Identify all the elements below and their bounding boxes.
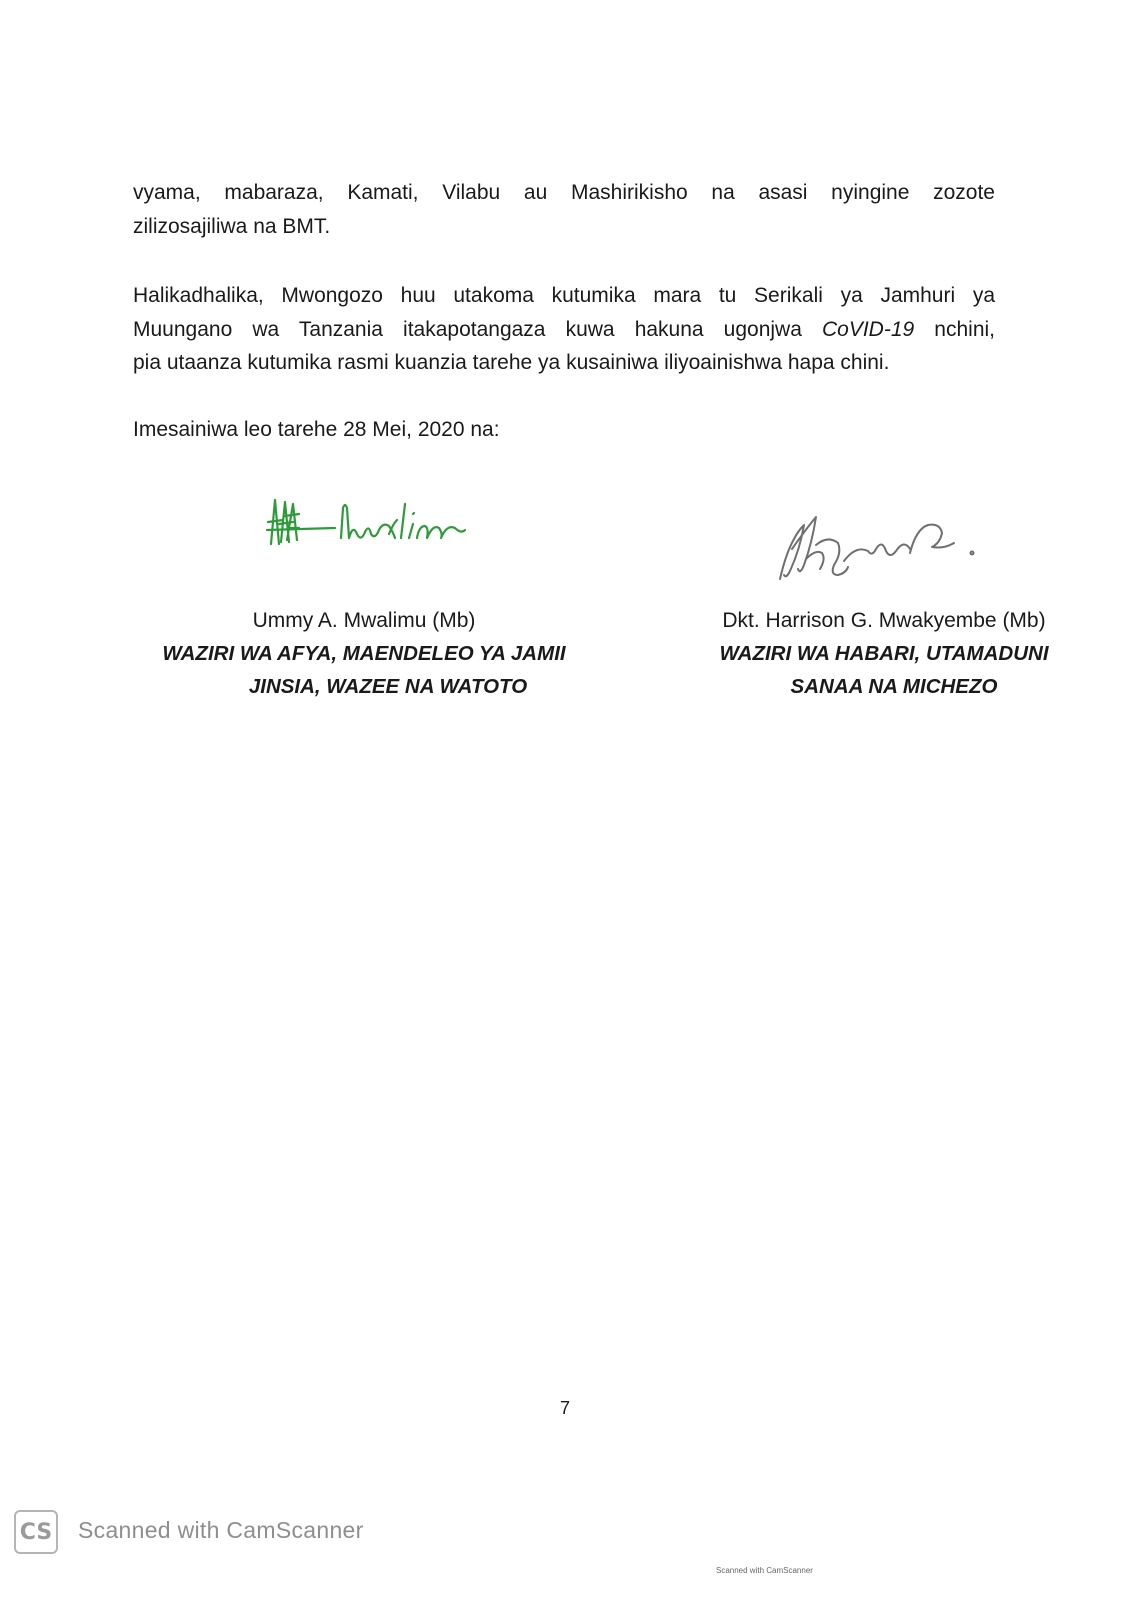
camscanner-logo-icon: CS xyxy=(14,1510,58,1554)
signature-right xyxy=(776,509,991,587)
scanner-watermark: Scanned with CamScanner xyxy=(78,1517,364,1543)
paragraph-1-line-1: vyama, mabaraza, Kamati, Vilabu au Mashirikisho na asasi nyingine zozote xyxy=(133,181,995,204)
signatory-right xyxy=(664,604,1104,703)
paragraph-1-line-2: zilizosajiliwa na BMT. xyxy=(133,214,331,238)
scanner-watermark-small: Scanned with CamScanner xyxy=(716,1566,813,1575)
paragraph-2-line-2 xyxy=(133,313,995,347)
covid-term: CoVID-19 xyxy=(822,317,915,341)
paragraph-2 xyxy=(133,279,995,380)
page-number: 7 xyxy=(559,1398,570,1418)
signatory-left-title-line-1: WAZIRI WA AFYA, MAENDELEO YA JAMII xyxy=(162,642,566,665)
signatory-right-title-line-2: SANAA NA MICHEZO xyxy=(790,675,998,698)
paragraph-2-line-1: Halikadhalika, Mwongozo huu utakoma kutumika mara tu Serikali ya Jamhuri ya xyxy=(133,284,995,307)
paragraph-1 xyxy=(133,176,995,243)
signature-left xyxy=(265,494,505,554)
signatory-left-title-line-2: JINSIA, WAZEE NA WATOTO xyxy=(248,675,528,698)
signatory-right-name: Dkt. Harrison G. Mwakyembe (Mb) xyxy=(722,609,1046,632)
paragraph-3-line: Imesainiwa leo tarehe 28 Mei, 2020 na: xyxy=(133,418,500,441)
paragraph-2-text-end: nchini, xyxy=(914,317,995,341)
signing-date-statement xyxy=(133,413,995,447)
signatory-left xyxy=(138,604,590,703)
paragraph-2-line-3: pia utaanza kutumika rasmi kuanzia tarehe ya kusainiwa iliyoainishwa hapa chini. xyxy=(133,351,890,374)
paragraph-2-text: Muungano wa Tanzania itakapotangaza kuwa hakuna ugonjwa xyxy=(133,317,822,341)
signatory-right-title-line-1: WAZIRI WA HABARI, UTAMADUNI xyxy=(719,642,1049,665)
signatory-left-name: Ummy A. Mwalimu (Mb) xyxy=(252,609,476,632)
